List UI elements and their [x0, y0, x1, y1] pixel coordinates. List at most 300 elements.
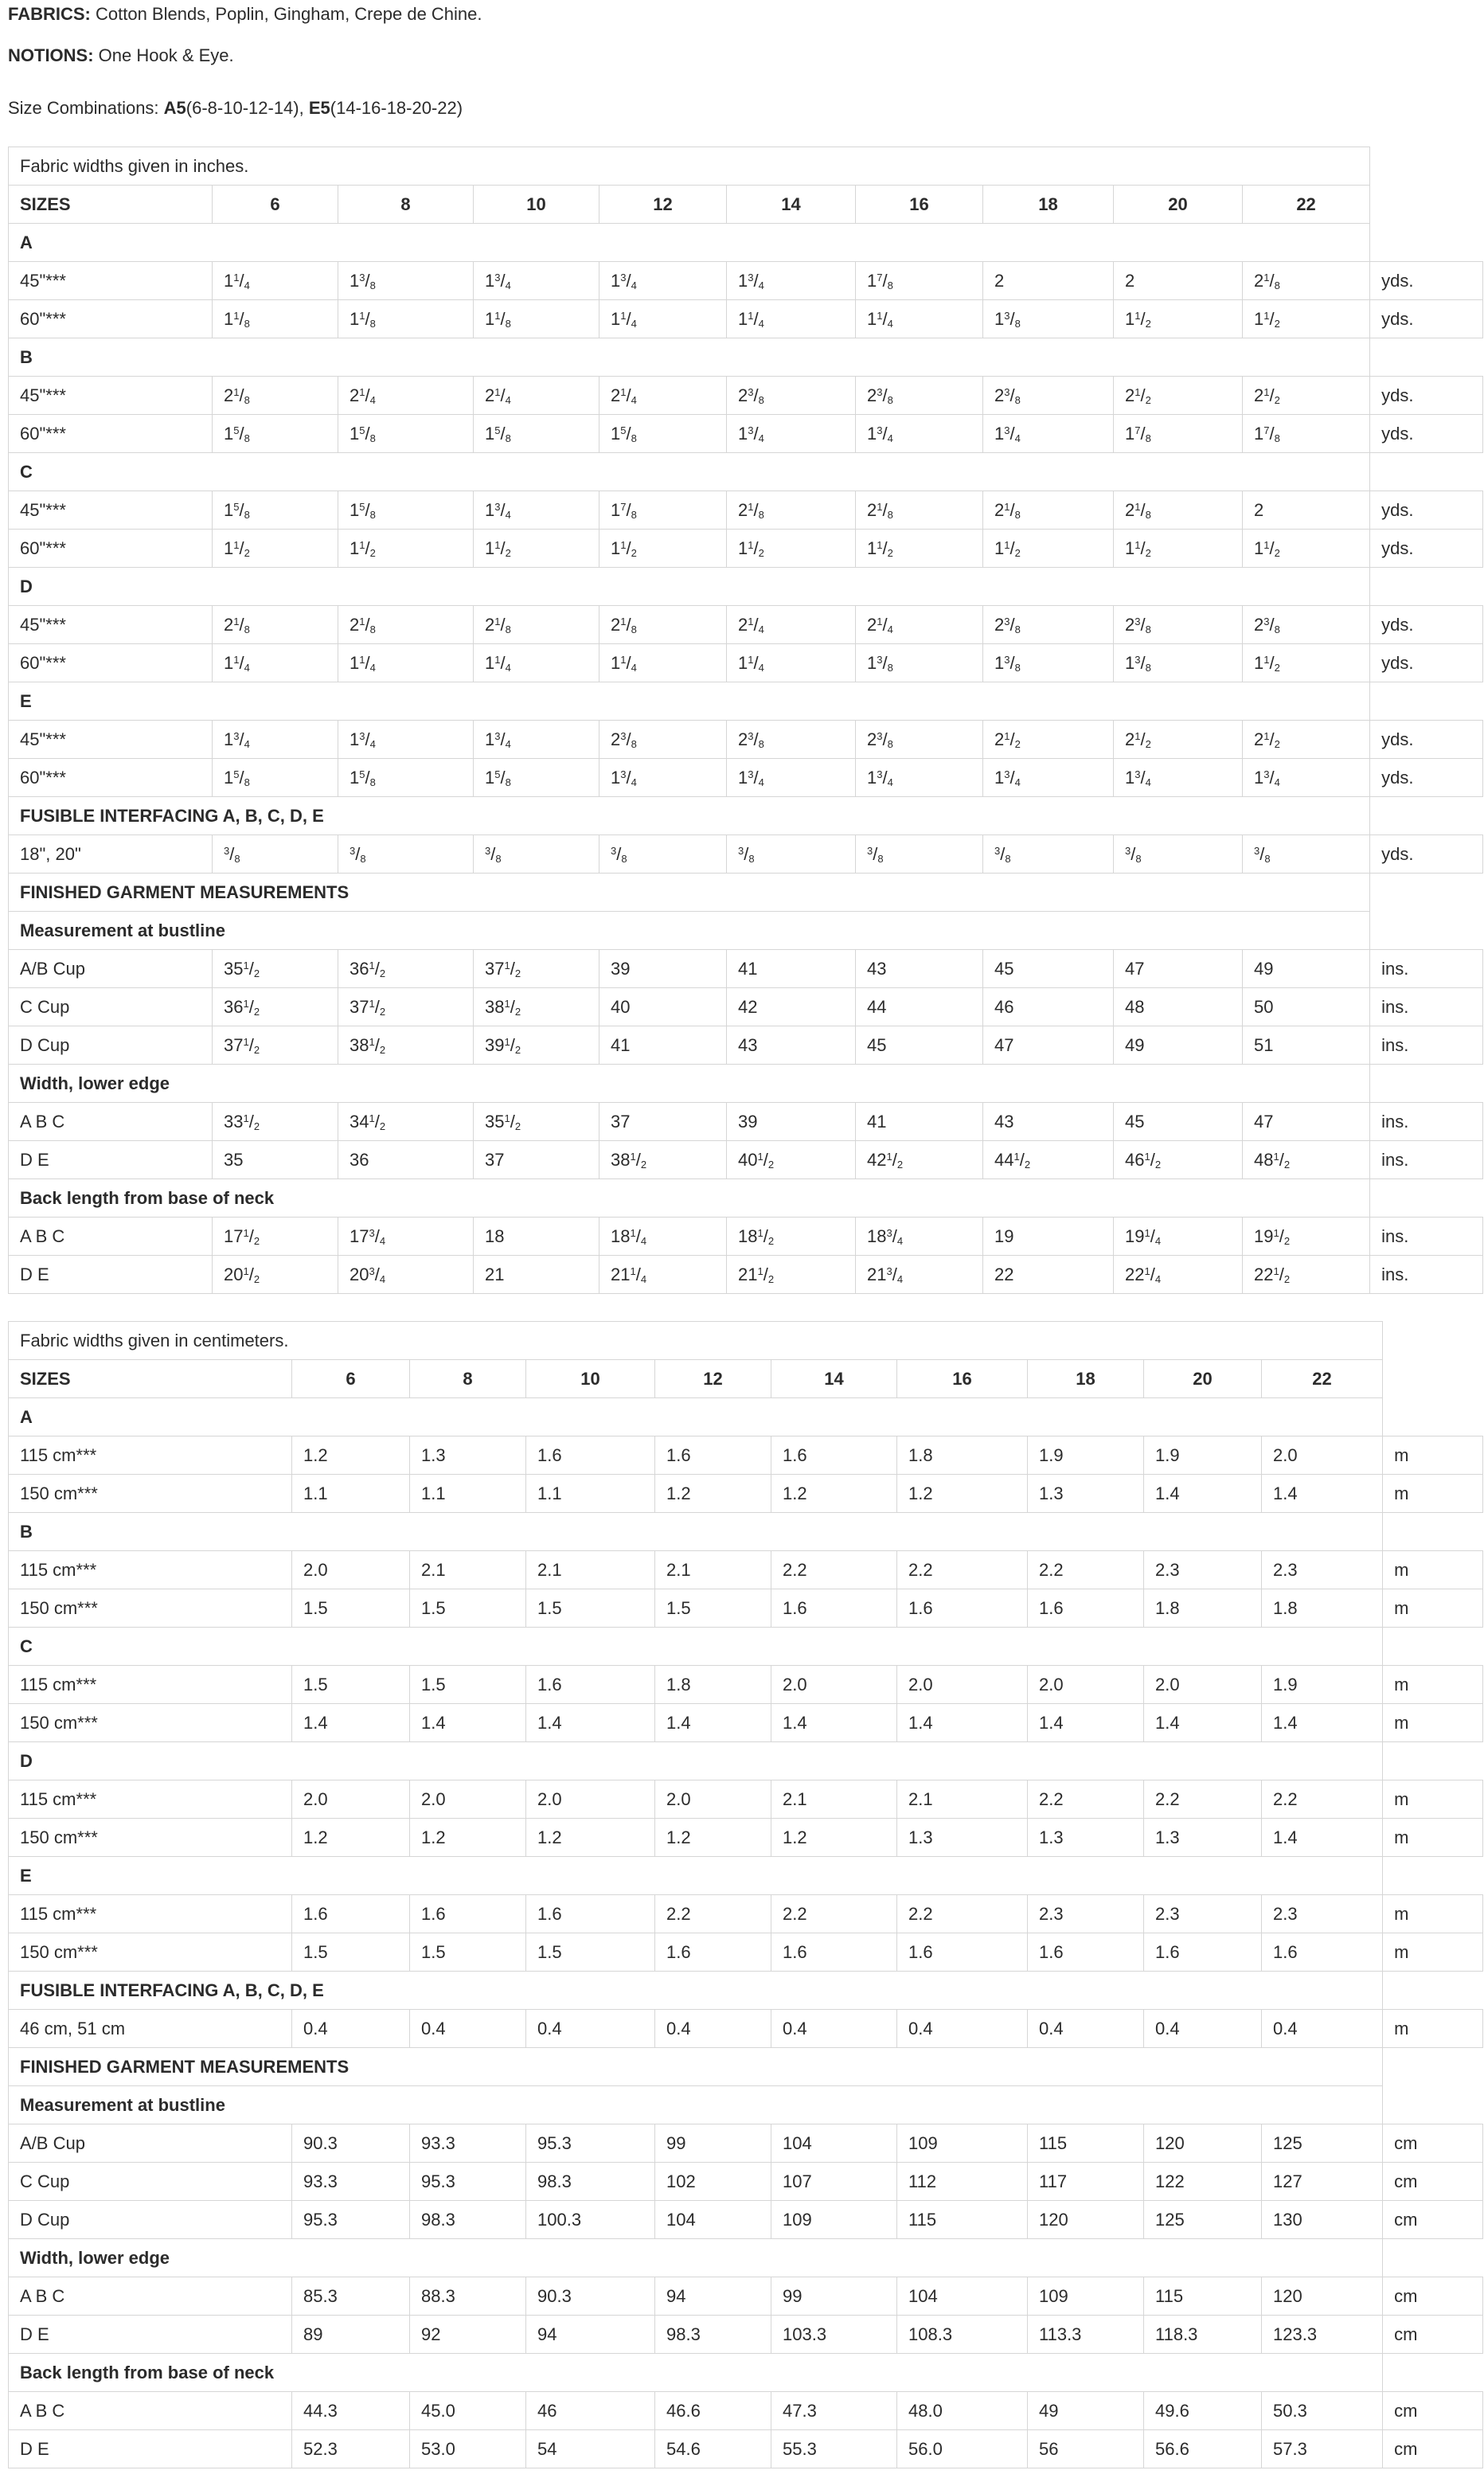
value-cell-size-16: 108.3 [897, 2316, 1028, 2354]
value-cell-size-12: 46.6 [655, 2392, 771, 2430]
value-cell-size-12: $18^1/_4$ [599, 1218, 727, 1256]
value-cell-size-20: $1^3/_4$ [1114, 759, 1243, 797]
value-cell-size-18: $1^3/_4$ [983, 415, 1114, 453]
unit-cell: yds. [1370, 377, 1483, 415]
value-cell-size-8: 93.3 [410, 2124, 526, 2163]
value-cell-size-6: 1.5 [292, 1589, 410, 1628]
table-edge-cell [1383, 2086, 1483, 2124]
value-cell-size-22: $1^1/_2$ [1243, 300, 1370, 338]
value-cell-size-20: 122 [1144, 2163, 1262, 2201]
value-cell-size-20: 2.3 [1144, 1895, 1262, 1933]
section-row-e [9, 682, 1483, 721]
value-cell-size-16: 1.4 [897, 1704, 1028, 1742]
unit-cell: cm [1383, 2163, 1483, 2201]
value-cell-size-20: $1^7/_8$ [1114, 415, 1243, 453]
section-row-d [9, 568, 1483, 606]
table-edge-cell [1370, 224, 1483, 262]
value-cell-size-10: $35^1/_2$ [474, 1103, 599, 1141]
value-cell-size-16: 2.2 [897, 1895, 1028, 1933]
value-cell-size-14: $1^3/_4$ [727, 262, 856, 300]
value-cell-size-12: 102 [655, 2163, 771, 2201]
value-cell-size-16: $21^3/_4$ [856, 1256, 983, 1294]
value-cell-size-10: $2^1/_8$ [474, 606, 599, 644]
size-combinations-line [8, 86, 1476, 139]
row-label: A B C [9, 1218, 213, 1256]
value-cell-size-8: $1^5/_8$ [338, 491, 474, 530]
value-cell-size-6: $37^1/_2$ [213, 1026, 338, 1065]
value-cell-size-8: 1.4 [410, 1704, 526, 1742]
unit-cell: yds. [1370, 644, 1483, 682]
table-edge-cell [1370, 568, 1483, 606]
value-cell-size-16: $2^3/_8$ [856, 721, 983, 759]
table-note: Fabric widths given in centimeters. [9, 1322, 1383, 1360]
value-cell-size-14: 42 [727, 988, 856, 1026]
row-label: 45"*** [9, 262, 213, 300]
value-cell-size-22: 50.3 [1262, 2392, 1383, 2430]
value-cell-size-12: 2.2 [655, 1895, 771, 1933]
value-cell-size-20: $1^3/_8$ [1114, 644, 1243, 682]
value-cell-size-18: 1.3 [1028, 1819, 1144, 1857]
size-header-8: 8 [410, 1360, 526, 1398]
section-heading: A [9, 1398, 1383, 1436]
value-cell-size-14: $21^1/_2$ [727, 1256, 856, 1294]
value-cell-size-14: $1^1/_2$ [727, 530, 856, 568]
row-label: D Cup [9, 1026, 213, 1065]
value-cell-size-12: $1^1/_2$ [599, 530, 727, 568]
size-header-8: 8 [338, 186, 474, 224]
value-cell-size-18: $2^3/_8$ [983, 606, 1114, 644]
section-row-measurement-at-bustline [9, 912, 1483, 950]
value-cell-size-14: 103.3 [771, 2316, 897, 2354]
value-cell-size-10: 21 [474, 1256, 599, 1294]
value-cell-size-6: $^3/_8$ [213, 835, 338, 874]
section-heading: FINISHED GARMENT MEASUREMENTS [9, 2048, 1383, 2086]
value-cell-size-18: 1.6 [1028, 1933, 1144, 1972]
row-label: A B C [9, 2277, 292, 2316]
size-combo-a: A5 [163, 98, 186, 118]
row-label: 45"*** [9, 491, 213, 530]
unit-cell: cm [1383, 2316, 1483, 2354]
value-cell-size-10: 95.3 [526, 2124, 655, 2163]
row-label: 150 cm*** [9, 1475, 292, 1513]
value-cell-size-6: 89 [292, 2316, 410, 2354]
unit-cell: m [1383, 1551, 1483, 1589]
unit-cell: m [1383, 1666, 1483, 1704]
value-cell-size-20: 120 [1144, 2124, 1262, 2163]
sizes-label: SIZES [9, 1360, 292, 1398]
size-header-20: 20 [1144, 1360, 1262, 1398]
value-cell-size-16: 2.1 [897, 1780, 1028, 1819]
section-heading: Measurement at bustline [9, 912, 1370, 950]
value-cell-size-12: 1.6 [655, 1436, 771, 1475]
value-cell-size-8: $34^1/_2$ [338, 1103, 474, 1141]
value-cell-size-18: $44^1/_2$ [983, 1141, 1114, 1179]
value-cell-size-18: 2 [983, 262, 1114, 300]
row-label: 60"*** [9, 300, 213, 338]
size-header-14: 14 [727, 186, 856, 224]
sizes-header-row [9, 1360, 1483, 1398]
table-row [9, 415, 1483, 453]
size-header-16: 16 [856, 186, 983, 224]
section-heading: B [9, 1513, 1383, 1551]
value-cell-size-6: 2.0 [292, 1780, 410, 1819]
value-cell-size-16: 43 [856, 950, 983, 988]
value-cell-size-18: 2.0 [1028, 1666, 1144, 1704]
table-row [9, 1704, 1483, 1742]
value-cell-size-16: 109 [897, 2124, 1028, 2163]
value-cell-size-16: 104 [897, 2277, 1028, 2316]
value-cell-size-20: 48 [1114, 988, 1243, 1026]
value-cell-size-18: 2.2 [1028, 1780, 1144, 1819]
value-cell-size-6: 35 [213, 1141, 338, 1179]
value-cell-size-14: 1.2 [771, 1819, 897, 1857]
size-header-20: 20 [1114, 186, 1243, 224]
value-cell-size-8: $1^1/_2$ [338, 530, 474, 568]
value-cell-size-16: 41 [856, 1103, 983, 1141]
value-cell-size-16: $1^1/_2$ [856, 530, 983, 568]
value-cell-size-20: $1^1/_2$ [1114, 300, 1243, 338]
value-cell-size-8: $2^1/_4$ [338, 377, 474, 415]
value-cell-size-20: 49 [1114, 1026, 1243, 1065]
unit-cell: yds. [1370, 530, 1483, 568]
value-cell-size-6: 95.3 [292, 2201, 410, 2239]
value-cell-size-20: 1.6 [1144, 1933, 1262, 1972]
value-cell-size-16: 1.6 [897, 1589, 1028, 1628]
value-cell-size-8: $1^5/_8$ [338, 415, 474, 453]
table-row [9, 721, 1483, 759]
value-cell-size-14: $1^3/_4$ [727, 759, 856, 797]
row-label: A/B Cup [9, 950, 213, 988]
value-cell-size-12: 2.0 [655, 1780, 771, 1819]
unit-cell: yds. [1370, 415, 1483, 453]
value-cell-size-22: $2^1/_2$ [1243, 377, 1370, 415]
value-cell-size-6: 44.3 [292, 2392, 410, 2430]
section-heading: D [9, 1742, 1383, 1780]
value-cell-size-12: $1^1/_4$ [599, 300, 727, 338]
value-cell-size-8: $38^1/_2$ [338, 1026, 474, 1065]
unit-cell: yds. [1370, 835, 1483, 874]
value-cell-size-22: 1.4 [1262, 1704, 1383, 1742]
value-cell-size-22: $2^1/_8$ [1243, 262, 1370, 300]
value-cell-size-6: $1^1/_4$ [213, 262, 338, 300]
size-header-16: 16 [897, 1360, 1028, 1398]
section-row-width-lower-edge [9, 1065, 1483, 1103]
section-row-a [9, 224, 1483, 262]
value-cell-size-12: 37 [599, 1103, 727, 1141]
value-cell-size-12: 1.8 [655, 1666, 771, 1704]
unit-cell: yds. [1370, 721, 1483, 759]
value-cell-size-20: 45 [1114, 1103, 1243, 1141]
section-heading: Width, lower edge [9, 2239, 1383, 2277]
section-heading: E [9, 682, 1370, 721]
value-cell-size-8: 36 [338, 1141, 474, 1179]
value-cell-size-12: 104 [655, 2201, 771, 2239]
fabrics-label: FABRICS: [8, 4, 91, 24]
unit-cell: yds. [1370, 759, 1483, 797]
value-cell-size-10: 1.6 [526, 1895, 655, 1933]
value-cell-size-20: 56.6 [1144, 2430, 1262, 2468]
value-cell-size-14: 1.6 [771, 1436, 897, 1475]
value-cell-size-16: $1^3/_8$ [856, 644, 983, 682]
section-heading: Measurement at bustline [9, 2086, 1383, 2124]
table-row [9, 2010, 1483, 2048]
section-row-width-lower-edge [9, 2239, 1483, 2277]
table-row [9, 300, 1483, 338]
table-edge-cell [1383, 1322, 1483, 1360]
value-cell-size-14: 43 [727, 1026, 856, 1065]
value-cell-size-16: 1.3 [897, 1819, 1028, 1857]
value-cell-size-22: 0.4 [1262, 2010, 1383, 2048]
row-label: 115 cm*** [9, 1551, 292, 1589]
value-cell-size-22: $2^1/_2$ [1243, 721, 1370, 759]
value-cell-size-6: $1^1/_4$ [213, 644, 338, 682]
value-cell-size-16: 44 [856, 988, 983, 1026]
fabrics-line [8, 3, 1476, 32]
value-cell-size-18: $1^3/_8$ [983, 644, 1114, 682]
row-label: 150 cm*** [9, 1819, 292, 1857]
unit-cell: ins. [1370, 1141, 1483, 1179]
section-row-fusible-interfacing-a-b-c-d-e [9, 1972, 1483, 2010]
value-cell-size-16: 1.2 [897, 1475, 1028, 1513]
table-edge-cell [1370, 682, 1483, 721]
value-cell-size-22: 50 [1243, 988, 1370, 1026]
value-cell-size-10: $1^3/_4$ [474, 721, 599, 759]
value-cell-size-18: 56 [1028, 2430, 1144, 2468]
table-row [9, 2124, 1483, 2163]
value-cell-size-10: 1.5 [526, 1933, 655, 1972]
value-cell-size-10: 0.4 [526, 2010, 655, 2048]
section-heading: C [9, 453, 1370, 491]
table-row [9, 835, 1483, 874]
value-cell-size-12: $2^1/_4$ [599, 377, 727, 415]
unit-cell: m [1383, 2010, 1483, 2048]
row-label: D E [9, 2430, 292, 2468]
table-note-row [9, 147, 1483, 186]
value-cell-size-10: 100.3 [526, 2201, 655, 2239]
value-cell-size-22: 2.3 [1262, 1895, 1383, 1933]
value-cell-size-20: 47 [1114, 950, 1243, 988]
value-cell-size-16: $2^1/_4$ [856, 606, 983, 644]
value-cell-size-6: $1^1/_2$ [213, 530, 338, 568]
value-cell-size-16: 0.4 [897, 2010, 1028, 2048]
value-cell-size-12: $38^1/_2$ [599, 1141, 727, 1179]
value-cell-size-10: $1^1/_8$ [474, 300, 599, 338]
value-cell-size-16: $2^3/_8$ [856, 377, 983, 415]
value-cell-size-14: 2.2 [771, 1895, 897, 1933]
value-cell-size-6: 2.0 [292, 1551, 410, 1589]
table-row [9, 530, 1483, 568]
table-edge-cell [1383, 1857, 1483, 1895]
table-row [9, 1933, 1483, 1972]
table-row [9, 759, 1483, 797]
value-cell-size-22: $19^1/_2$ [1243, 1218, 1370, 1256]
value-cell-size-16: 112 [897, 2163, 1028, 2201]
value-cell-size-22: 1.8 [1262, 1589, 1383, 1628]
value-cell-size-12: $^3/_8$ [599, 835, 727, 874]
table-edge-cell [1370, 797, 1483, 835]
value-cell-size-8: $1^5/_8$ [338, 759, 474, 797]
value-cell-size-18: 43 [983, 1103, 1114, 1141]
value-cell-size-18: $1^3/_4$ [983, 759, 1114, 797]
table-row [9, 2163, 1483, 2201]
unit-cell: yds. [1370, 606, 1483, 644]
section-row-fusible-interfacing-a-b-c-d-e [9, 797, 1483, 835]
table-row [9, 1551, 1483, 1589]
row-label: 150 cm*** [9, 1589, 292, 1628]
section-row-b [9, 338, 1483, 377]
row-label: C Cup [9, 988, 213, 1026]
value-cell-size-22: $1^1/_2$ [1243, 530, 1370, 568]
value-cell-size-18: 22 [983, 1256, 1114, 1294]
value-cell-size-16: 1.8 [897, 1436, 1028, 1475]
row-label: D E [9, 2316, 292, 2354]
value-cell-size-6: $2^1/_8$ [213, 606, 338, 644]
value-cell-size-18: 47 [983, 1026, 1114, 1065]
size-combo-e-range: (14-16-18-20-22) [330, 98, 463, 118]
value-cell-size-10: 54 [526, 2430, 655, 2468]
value-cell-size-18: $2^1/_2$ [983, 721, 1114, 759]
row-label: 60"*** [9, 644, 213, 682]
table-row [9, 644, 1483, 682]
table-row [9, 1819, 1483, 1857]
value-cell-size-22: $1^3/_4$ [1243, 759, 1370, 797]
value-cell-size-6: 1.5 [292, 1666, 410, 1704]
sizes-header-row [9, 186, 1483, 224]
notions-value: One Hook & Eye. [93, 45, 234, 65]
value-cell-size-10: 1.4 [526, 1704, 655, 1742]
section-heading: Back length from base of neck [9, 1179, 1370, 1218]
table-note: Fabric widths given in inches. [9, 147, 1370, 186]
section-row-a [9, 1398, 1483, 1436]
unit-cell: m [1383, 1780, 1483, 1819]
table-row [9, 606, 1483, 644]
value-cell-size-20: $46^1/_2$ [1114, 1141, 1243, 1179]
row-label: 45"*** [9, 377, 213, 415]
row-label: D Cup [9, 2201, 292, 2239]
value-cell-size-10: 18 [474, 1218, 599, 1256]
value-cell-size-22: 1.4 [1262, 1819, 1383, 1857]
value-cell-size-14: $40^1/_2$ [727, 1141, 856, 1179]
value-cell-size-6: $35^1/_2$ [213, 950, 338, 988]
value-cell-size-12: $1^1/_4$ [599, 644, 727, 682]
table-edge-cell [1383, 1742, 1483, 1780]
value-cell-size-10: 2.1 [526, 1551, 655, 1589]
row-label: 60"*** [9, 415, 213, 453]
yardage-table-inches [8, 147, 1483, 1294]
value-cell-size-8: 95.3 [410, 2163, 526, 2201]
value-cell-size-22: 130 [1262, 2201, 1383, 2239]
value-cell-size-14: 104 [771, 2124, 897, 2163]
table-edge-cell [1370, 874, 1483, 912]
value-cell-size-16: $1^1/_4$ [856, 300, 983, 338]
value-cell-size-18: $1^1/_2$ [983, 530, 1114, 568]
value-cell-size-20: 2.3 [1144, 1551, 1262, 1589]
value-cell-size-16: 56.0 [897, 2430, 1028, 2468]
value-cell-size-18: 0.4 [1028, 2010, 1144, 2048]
value-cell-size-8: $17^3/_4$ [338, 1218, 474, 1256]
value-cell-size-6: 1.6 [292, 1895, 410, 1933]
value-cell-size-12: 1.4 [655, 1704, 771, 1742]
value-cell-size-10: 2.0 [526, 1780, 655, 1819]
value-cell-size-20: 1.3 [1144, 1819, 1262, 1857]
value-cell-size-14: 2.0 [771, 1666, 897, 1704]
value-cell-size-8: 92 [410, 2316, 526, 2354]
value-cell-size-10: 1.6 [526, 1436, 655, 1475]
unit-cell: yds. [1370, 300, 1483, 338]
unit-cell: m [1383, 1895, 1483, 1933]
value-cell-size-22: 2 [1243, 491, 1370, 530]
value-cell-size-20: $2^1/_2$ [1114, 721, 1243, 759]
unit-cell: cm [1383, 2201, 1483, 2239]
table-row [9, 2430, 1483, 2468]
table-row [9, 1141, 1483, 1179]
value-cell-size-20: 0.4 [1144, 2010, 1262, 2048]
value-cell-size-10: $2^1/_4$ [474, 377, 599, 415]
value-cell-size-14: 1.4 [771, 1704, 897, 1742]
unit-cell: m [1383, 1436, 1483, 1475]
value-cell-size-16: $^3/_8$ [856, 835, 983, 874]
row-label: D E [9, 1141, 213, 1179]
row-label: 60"*** [9, 530, 213, 568]
value-cell-size-8: 1.5 [410, 1589, 526, 1628]
table-row [9, 1666, 1483, 1704]
value-cell-size-22: 1.4 [1262, 1475, 1383, 1513]
value-cell-size-22: 51 [1243, 1026, 1370, 1065]
row-label: 150 cm*** [9, 1933, 292, 1972]
row-label: 150 cm*** [9, 1704, 292, 1742]
table-edge-cell [1383, 1513, 1483, 1551]
section-heading: C [9, 1628, 1383, 1666]
table-row [9, 491, 1483, 530]
value-cell-size-20: 49.6 [1144, 2392, 1262, 2430]
value-cell-size-6: $2^1/_8$ [213, 377, 338, 415]
unit-cell: ins. [1370, 1218, 1483, 1256]
value-cell-size-6: 1.5 [292, 1933, 410, 1972]
row-label: 115 cm*** [9, 1666, 292, 1704]
value-cell-size-14: 99 [771, 2277, 897, 2316]
value-cell-size-16: 45 [856, 1026, 983, 1065]
value-cell-size-14: 0.4 [771, 2010, 897, 2048]
value-cell-size-6: 1.2 [292, 1819, 410, 1857]
value-cell-size-22: $2^3/_8$ [1243, 606, 1370, 644]
size-header-6: 6 [292, 1360, 410, 1398]
value-cell-size-22: 2.2 [1262, 1780, 1383, 1819]
table-edge-cell [1383, 2354, 1483, 2392]
fabrics-value: Cotton Blends, Poplin, Gingham, Crepe de Chine. [90, 4, 482, 24]
value-cell-size-8: $^3/_8$ [338, 835, 474, 874]
row-label: D E [9, 1256, 213, 1294]
table-row [9, 1026, 1483, 1065]
table-row [9, 1256, 1483, 1294]
value-cell-size-8: 45.0 [410, 2392, 526, 2430]
value-cell-size-14: 107 [771, 2163, 897, 2201]
value-cell-size-10: $39^1/_2$ [474, 1026, 599, 1065]
table-row [9, 2277, 1483, 2316]
value-cell-size-6: $36^1/_2$ [213, 988, 338, 1026]
value-cell-size-12: 1.2 [655, 1475, 771, 1513]
value-cell-size-18: 1.4 [1028, 1704, 1144, 1742]
section-heading: A [9, 224, 1370, 262]
value-cell-size-10: 94 [526, 2316, 655, 2354]
value-cell-size-20: $2^3/_8$ [1114, 606, 1243, 644]
value-cell-size-22: 49 [1243, 950, 1370, 988]
value-cell-size-22: 2.0 [1262, 1436, 1383, 1475]
section-row-back-length-from-base-of-neck [9, 1179, 1483, 1218]
unit-cell: cm [1383, 2277, 1483, 2316]
table-edge-cell [1383, 1972, 1483, 2010]
size-header-10: 10 [526, 1360, 655, 1398]
section-row-finished-garment-measurements [9, 2048, 1483, 2086]
